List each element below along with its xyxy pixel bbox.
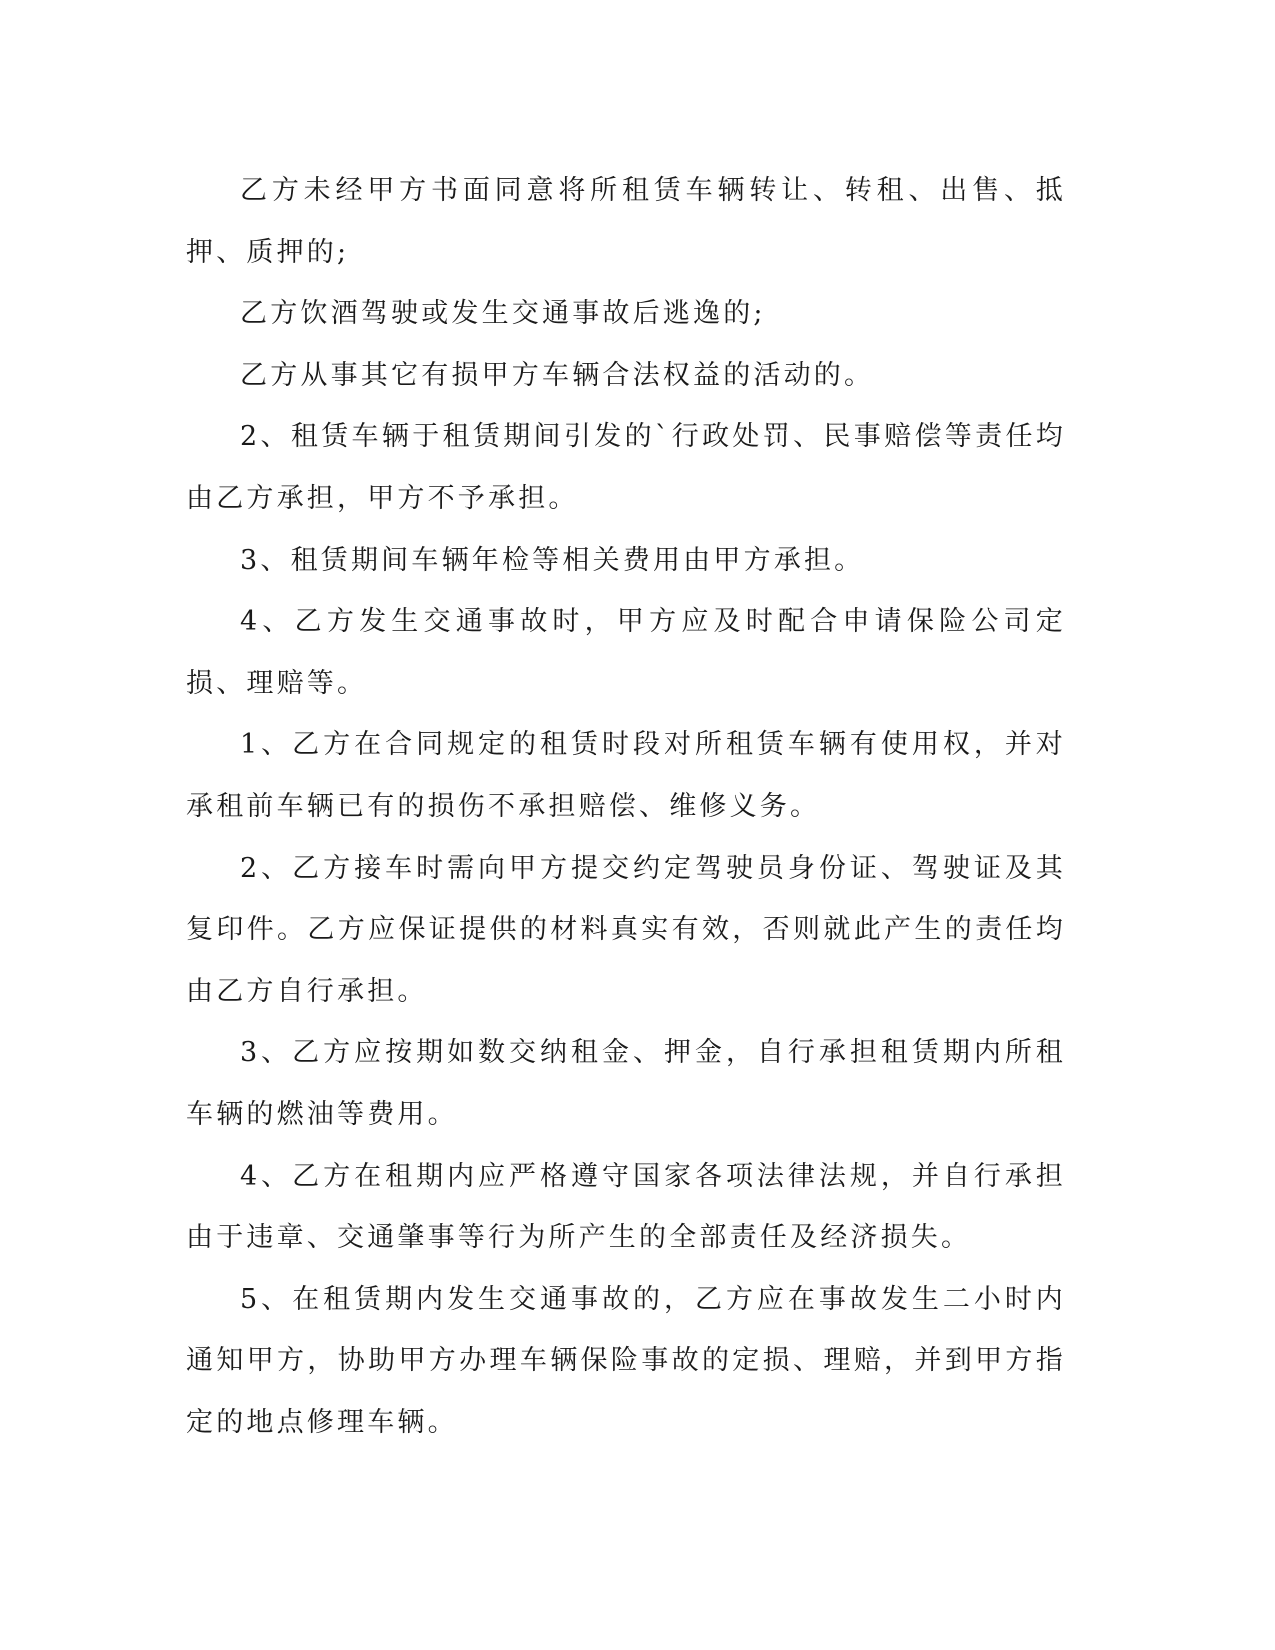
paragraph-harmful-activities: 乙方从事其它有损甲方车辆合法权益的活动的。 (240, 359, 875, 391)
paragraph-lessee-2-documents: 2、乙方接车时需向甲方提交约定驾驶员身份证、驾驶证及其复印件。乙方应保证提供的材料真实有效，否则就此产生的责任均由乙方自行承担。 (186, 852, 1066, 1007)
paragraph-lessee-1-usage-right: 1、乙方在合同规定的租赁时段对所租赁车辆有使用权，并对承租前车辆已有的损伤不承担赔偿、维修义务。 (186, 729, 1066, 822)
paragraph-lessor-3-inspection: 3、租赁期间车辆年检等相关费用由甲方承担。 (240, 544, 865, 576)
paragraph-lessor-4-insurance: 4、乙方发生交通事故时，甲方应及时配合申请保险公司定损、理赔等。 (186, 606, 1066, 699)
paragraph-lessee-4-laws: 4、乙方在租期内应严格遵守国家各项法律法规，并自行承担由于违章、交通肇事等行为所产生的全部责任及经济损失。 (186, 1160, 1066, 1254)
paragraph-lessee-5-accident: 5、在租赁期内发生交通事故的，乙方应在事故发生二小时内通知甲方，协助甲方办理车辆保险事故的定损、理赔，并到甲方指定的地点修理车辆。 (186, 1283, 1066, 1438)
paragraph-drunk-driving: 乙方饮酒驾驶或发生交通事故后逃逸的; (240, 298, 766, 330)
paragraph-lessee-3-rent: 3、乙方应按期如数交纳租金、押金，自行承担租赁期内所租车辆的燃油等费用。 (186, 1037, 1066, 1130)
paragraph-lessor-2-liability: 2、租赁车辆于租赁期间引发的`行政处罚、民事赔偿等责任均由乙方承担，甲方不予承担。 (186, 421, 1066, 514)
document-body (186, 160, 1066, 1453)
paragraph-no-transfer: 乙方未经甲方书面同意将所租赁车辆转让、转租、出售、抵押、质押的; (186, 175, 1066, 268)
